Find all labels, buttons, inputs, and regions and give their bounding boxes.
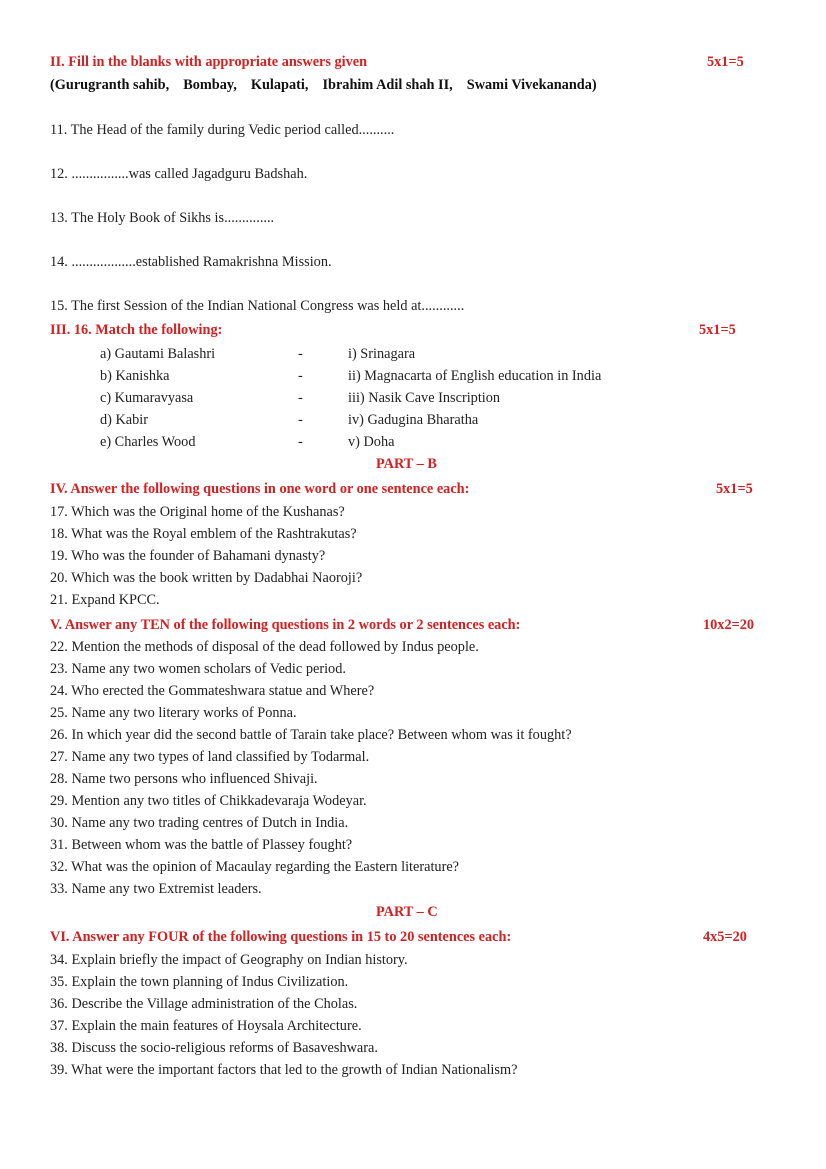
match-dash-b: - [298,368,303,384]
question-14: 14. ..................established Ramakrishna Mission. [50,254,332,270]
question-12: 12. ................was called Jagadguru Badshah. [50,166,308,182]
question-25: 25. Name any two literary works of Ponna. [50,705,297,721]
section-6-heading: VI. Answer any FOUR of the following questions in 15 to 20 sentences each: [50,929,512,945]
question-13: 13. The Holy Book of Sikhs is.............. [50,210,275,226]
question-18: 18. What was the Royal emblem of the Rashtrakutas? [50,526,357,542]
section-4-heading: IV. Answer the following questions in one word or one sentence each: [50,481,470,497]
question-39: 39. What were the important factors that led to the growth of Indian Nationalism? [50,1062,518,1078]
match-dash-d: - [298,412,303,428]
question-23: 23. Name any two women scholars of Vedic period. [50,661,346,677]
match-dash-e: - [298,434,303,450]
question-28: 28. Name two persons who influenced Shivaji. [50,771,318,787]
question-34: 34. Explain briefly the impact of Geography on Indian history. [50,952,408,968]
options-open-paren: ( [50,77,55,93]
match-dash-c: - [298,390,303,406]
option-1: Gurugranth sahib, [54,77,170,93]
match-left-c: c) Kumaravyasa [100,390,194,406]
question-33: 33. Name any two Extremist leaders. [50,881,262,897]
part-b-heading: PART – B [376,456,437,472]
option-4: Ibrahim Adil shah II, [322,77,453,93]
match-left-d: d) Kabir [100,412,149,428]
question-11: 11. The Head of the family during Vedic period called.......... [50,122,395,138]
section-3-heading: III. 16. Match the following: [50,322,223,338]
question-35: 35. Explain the town planning of Indus Civilization. [50,974,349,990]
question-38: 38. Discuss the socio-religious reforms of Basaveshwara. [50,1040,378,1056]
question-37: 37. Explain the main features of Hoysala Architecture. [50,1018,362,1034]
match-right-iv: iv) Gadugina Bharatha [348,412,479,428]
section-5-marks: 10x2=20 [703,617,755,633]
section-5-heading: V. Answer any TEN of the following questions in 2 words or 2 sentences each: [50,617,521,633]
question-36: 36. Describe the Village administration of the Cholas. [50,996,358,1012]
question-24: 24. Who erected the Gommateshwara statue and Where? [50,683,375,699]
question-22: 22. Mention the methods of disposal of the dead followed by Indus people. [50,639,479,655]
section-4-marks: 5x1=5 [716,481,753,497]
question-29: 29. Mention any two titles of Chikkadevaraja Wodeyar. [50,793,367,809]
match-left-b: b) Kanishka [100,368,170,384]
question-15: 15. The first Session of the Indian National Congress was held at............ [50,298,465,314]
question-27: 27. Name any two types of land classified by Todarmal. [50,749,370,765]
question-19: 19. Who was the founder of Bahamani dynasty? [50,548,326,564]
section-2-marks: 5x1=5 [707,54,744,70]
match-right-iii: iii) Nasik Cave Inscription [348,390,501,406]
question-32: 32. What was the opinion of Macaulay regarding the Eastern literature? [50,859,460,875]
match-right-ii: ii) Magnacarta of English education in India [348,368,602,384]
match-dash-a: - [298,346,303,362]
section-6-marks: 4x5=20 [703,929,747,945]
question-26: 26. In which year did the second battle of Tarain take place? Between whom was it fought? [50,727,572,743]
question-20: 20. Which was the book written by Dadabhai Naoroji? [50,570,363,586]
match-right-i: i) Srinagara [348,346,416,362]
question-31: 31. Between whom was the battle of Plassey fought? [50,837,353,853]
answer-options [50,76,597,94]
match-left-a: a) Gautami Balashri [100,346,216,362]
options-close-paren: ) [591,77,597,93]
question-30: 30. Name any two trading centres of Dutch in India. [50,815,349,831]
section-3-marks: 5x1=5 [699,322,736,338]
match-left-e: e) Charles Wood [100,434,196,450]
section-2-heading: II. Fill in the blanks with appropriate answers given [50,54,368,70]
option-5: Swami Vivekananda [466,77,592,93]
question-17: 17. Which was the Original home of the Kushanas? [50,504,345,520]
match-right-v: v) Doha [348,434,395,450]
option-2: Bombay, [183,77,237,93]
option-3: Kulapati, [250,77,309,93]
part-c-heading: PART – C [376,904,438,920]
question-21: 21. Expand KPCC. [50,592,160,608]
